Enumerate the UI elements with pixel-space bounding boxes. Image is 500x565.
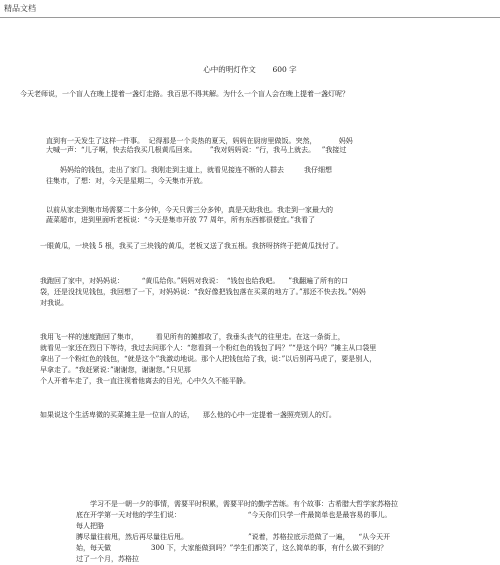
paragraph-line: 底在开学第一天对他的学生们说： “今天你们只学一件最简单也是最容易的事儿。	[76, 511, 392, 519]
paragraph-line: 始，每天做 300 下，大家能做到吗？”学生们都笑了，这么简单的事，有什么做不到的？	[76, 544, 388, 552]
paragraph-line: 对我说。	[40, 299, 68, 307]
document-title: 心中的明灯作文 600 字	[203, 65, 297, 74]
paragraph-line: 蔬菜超市，进到里面听老板说：“今天是集市开放 77 周年，所有东西都很便宜。”我看了	[46, 216, 316, 224]
header-divider	[0, 17, 500, 18]
paragraph-line: 拿出了一个粉红色的钱包，“就是这个”我激动地说。那个人把钱包给了我，说：”以后别再马虎了，要是别人，	[40, 355, 377, 363]
paragraph-line: 以前从家走到集市场需要二十多分钟，今天只需三分多钟，真是天助我也。我走到一家最大的	[46, 206, 333, 214]
paragraph-line: 学习不是一朝一夕的事情，需要平时积累，需要平时的勤学苦练。有个故事：古希腊大哲学家苏格拉	[90, 500, 398, 508]
paragraph-line: 我跑回了家中，对妈妈说： “黄瓜给你。”妈妈对我说： “钱包也给我吧。 ”我翻遍了所有的口	[40, 277, 348, 285]
paragraph-line: 袋，还是没找见钱包，我回想了一下，对妈妈说：“我好像把钱包落在买菜的地方了。”那还不快去找。”妈妈	[40, 288, 366, 296]
paragraph-line: 个人开着车走了，我一直注视着他离去的目光，心中久久不能平静。	[40, 377, 250, 385]
paragraph-line: 妈妈给的钱包，走出了家门。我刚走到主道上，就看见接连不断的人群去 我仔细想	[60, 166, 333, 174]
paragraph-line: 每人把胳	[76, 522, 104, 530]
paragraph-line: 早拿走了。“我赶紧说：”谢谢您，谢谢您。”只见那	[40, 366, 191, 374]
paragraph-line: 就看见一家还在烈日下等待，我过去问那个人：“您看到一个粉红色的钱包了吗？”“是这个吗？”摊主从口袋里	[40, 344, 377, 352]
paragraph-line: 往集市，了想：对，今天是星期二，今天集市开放。	[46, 177, 207, 185]
paragraph-line: 我用飞一样的速度跑回了集市， 看见所有的摊都收了，我垂头丧气的往里走。在这一条街上，	[40, 333, 345, 341]
paragraph-line: 如果说这个生活卑微的买菜摊主是一位盲人的话， 那么他的心中一定提着一盏照亮别人的灯。	[40, 411, 336, 419]
paragraph-line: 今天老师说，一个盲人在晚上提着一盏灯走路。我百思不得其解。为什么一个盲人会在晚上提着一盏灯呢？	[20, 90, 349, 98]
paragraph-line: 膊尽量往前甩，然后再尽量往后甩。 ”说着，苏格拉底示范做了一遍， “从今天开	[76, 533, 391, 541]
paragraph-line: 大喊一声：“儿子啊，快去给我买几根黄瓜回来。 ”我对妈妈说：“行，我马上就去。 ”我接过	[46, 146, 347, 154]
paragraph-line: 一眼黄瓜，一块钱 5 根，我买了三块钱的黄瓜，老板又送了我五根。我挤呀挤终于把黄瓜找付了。	[40, 242, 343, 250]
paragraph-line: 直到有一天发生了这样一件事。 记得那是一个炎热的夏天，妈妈在厨房里做饭。突然， 妈妈	[46, 137, 353, 145]
paragraph-line: 过了一个月，苏格拉	[76, 555, 139, 563]
header-label: 精品文档	[4, 4, 36, 13]
